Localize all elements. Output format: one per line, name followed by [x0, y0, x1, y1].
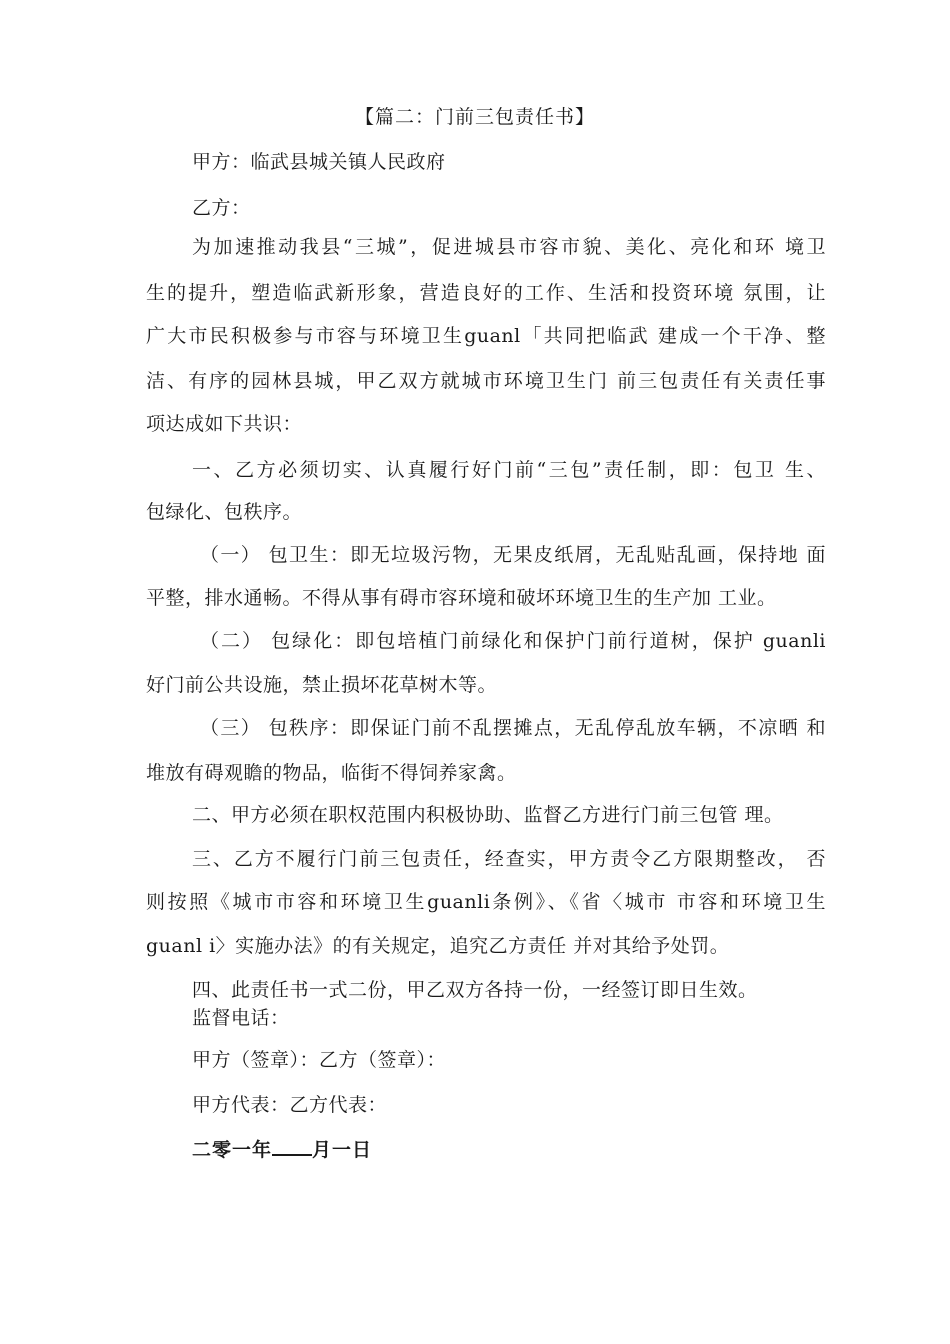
party-a-line: 甲方：临武县城关镇人民政府 — [192, 151, 446, 173]
intro-line: 生的提升，塑造临武新形象，营造良好的工作、生活和投资环境 氛围，让 — [146, 282, 826, 304]
party-b-line: 乙方： — [192, 197, 251, 219]
sub-clause-2-line: 好门前公共设施，禁止损坏花草树木等。 — [146, 674, 498, 696]
sub-clause-3-line: 堆放有碍观瞻的物品，临街不得饲养家禽。 — [146, 762, 517, 784]
signature-line: 甲方（签章）：乙方（签章）： — [192, 1049, 447, 1071]
date-line — [192, 1134, 826, 1164]
date-day-text: 月一日 — [312, 1139, 373, 1161]
clause-1-line: 包绿化、包秩序。 — [146, 501, 303, 523]
sub-clause-3-line: （三） 包秩序：即保证门前不乱摆摊点，无乱停乱放车辆，不凉晒 和 — [200, 717, 826, 739]
sub-clause-1-line: （一） 包卫生：即无垃圾污物，无果皮纸屑，无乱贴乱画，保持地 面 — [200, 544, 826, 566]
intro-line: 为加速推动我县“三城”，促进城县市容市貌、美化、亮化和环 境卫 — [192, 236, 826, 258]
intro-line: 广大市民积极参与市容与环境卫生guanl「共同把临武 建成一个干净、整 — [146, 325, 826, 347]
clause-1-line: 一、乙方必须切实、认真履行好门前“三包”责任制，即：包卫 生、 — [192, 459, 826, 481]
date-month-blank — [272, 1134, 312, 1156]
intro-line: 洁、有序的园林县城，甲乙双方就城市环境卫生门 前三包责任有关责任事 — [146, 370, 826, 392]
clause-3-line: guanl i〉实施办法》的有关规定，追究乙方责任 并对其给予处罚。 — [146, 935, 730, 957]
document-title: 【篇二：门前三包责任书】 — [354, 106, 595, 128]
supervision-phone: 监督电话： — [192, 1007, 290, 1029]
clause-3-line: 则按照《城市市容和环境卫生guanli条例》、《省〈城市 市容和环境卫生 — [146, 891, 826, 913]
sub-clause-2-line: （二） 包绿化：即包培植门前绿化和保护门前行道树，保护 guanli — [200, 630, 826, 652]
intro-line: 项达成如下共识： — [146, 413, 303, 435]
sub-clause-1-line: 平整，排水通畅。不得从事有碍市容环境和破坏环境卫生的生产加 工业。 — [146, 587, 777, 609]
date-year-text: 二零一年 — [192, 1139, 273, 1161]
clause-3-line: 三、乙方不履行门前三包责任，经查实，甲方责令乙方限期整改， 否 — [192, 848, 826, 870]
clause-4-line: 四、此责任书一式二份，甲乙双方各持一份，一经签订即日生效。 — [192, 979, 758, 1001]
representative-line: 甲方代表：乙方代表： — [192, 1094, 388, 1116]
clause-2-line: 二、甲方必须在职权范围内积极协助、监督乙方进行门前三包管 理。 — [192, 804, 784, 826]
